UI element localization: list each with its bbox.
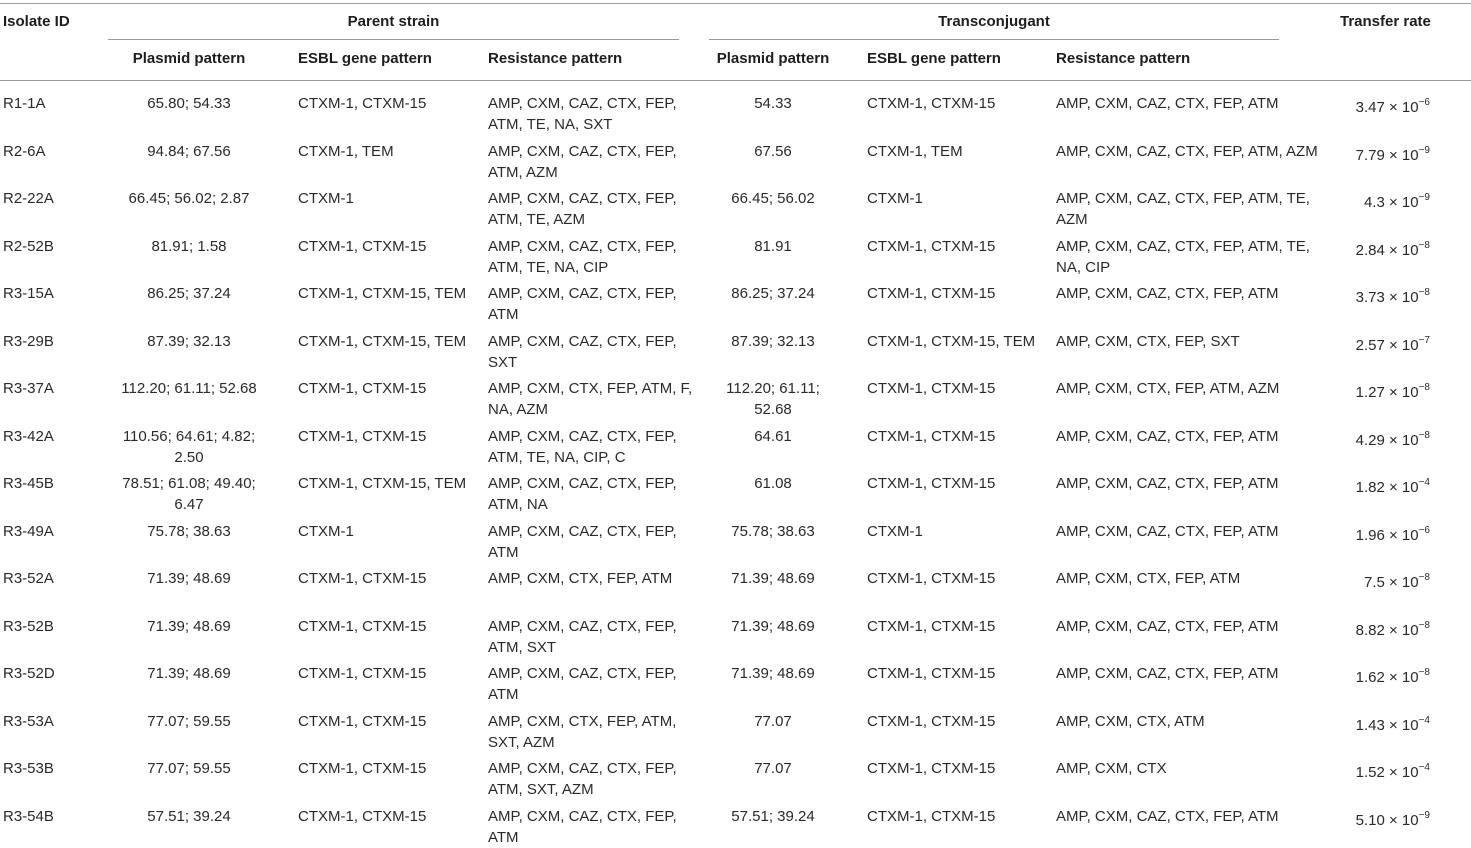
- trans-resistance-pattern-cell: AMP, CXM, CTX, FEP, SXT: [1056, 332, 1240, 350]
- trans-esbl-gene-pattern-cell: CTXM-1, CTXM-15, TEM: [867, 332, 1036, 350]
- transfer-rate-base: 2.57 × 10: [1355, 336, 1419, 354]
- trans-resistance-pattern-cell: AMP, CXM, CAZ, CTX, FEP, ATM, TE, NA, CIP: [1056, 237, 1310, 276]
- trans-esbl-gene-pattern-cell: CTXM-1, CTXM-15: [867, 285, 996, 302]
- trans-esbl-gene-pattern-cell: CTXM-1, CTXM-15: [867, 712, 996, 730]
- isolate-id-cell: R3-49A: [3, 522, 54, 540]
- parent-esbl-gene-pattern-cell: CTXM-1, CTXM-15: [298, 237, 427, 255]
- header-transconjugant: Transconjugant: [938, 13, 1050, 30]
- parent-plasmid-pattern-cell: 81.91; 1.58: [151, 237, 227, 255]
- trans-plasmid-pattern-cell: 71.39; 48.69: [731, 617, 815, 635]
- isolate-id-cell: R3-42A: [3, 427, 54, 445]
- transfer-rate-base: 4.3 × 10: [1363, 194, 1419, 211]
- transfer-rate-base: 7.79 × 10: [1355, 146, 1419, 164]
- isolate-id-cell: R2-52B: [3, 237, 54, 255]
- parent-plasmid-pattern-cell: 75.78; 38.63: [147, 522, 231, 540]
- trans-plasmid-pattern-cell: 71.39; 48.69: [731, 665, 815, 682]
- trans-plasmid-pattern-cell: 112.20; 61.11; 52.68: [726, 380, 820, 418]
- header-bottom-rule: [0, 80, 1471, 81]
- header-parent-resistance-pattern: Resistance pattern: [488, 50, 623, 67]
- transfer-rate-base: 3.73 × 10: [1355, 289, 1419, 306]
- parent-resistance-pattern-cell: AMP, CXM, CAZ, CTX, FEP, ATM: [488, 522, 677, 561]
- transfer-rate-exponent: −8: [1418, 619, 1430, 631]
- trans-plasmid-pattern-cell: 54.33: [754, 95, 792, 112]
- isolate-id-cell: R1-1A: [3, 95, 46, 112]
- transfer-rate-exponent: −6: [1418, 97, 1430, 108]
- trans-resistance-pattern-cell: AMP, CXM, CAZ, CTX, FEP, ATM, TE, AZM: [1056, 190, 1310, 228]
- trans-resistance-pattern-cell: AMP, CXM, CTX, ATM: [1056, 712, 1205, 730]
- transfer-rate-base: 8.82 × 10: [1355, 621, 1419, 639]
- trans-esbl-gene-pattern-cell: CTXM-1, CTXM-15: [867, 665, 996, 682]
- trans-resistance-pattern-cell: AMP, CXM, CAZ, CTX, FEP, ATM: [1056, 475, 1279, 492]
- trans-esbl-gene-pattern-cell: CTXM-1, CTXM-15: [867, 475, 996, 492]
- trans-esbl-gene-pattern-cell: CTXM-1, CTXM-15: [867, 95, 996, 112]
- transfer-rate-cell: [1290, 663, 1430, 688]
- parent-resistance-pattern-cell: AMP, CXM, CAZ, CTX, FEP, ATM: [488, 665, 677, 703]
- trans-resistance-pattern-cell: AMP, CXM, CAZ, CTX, FEP, ATM: [1056, 285, 1279, 302]
- transfer-rate-base: 3.47 × 10: [1355, 99, 1419, 116]
- transfer-rate-cell: [1290, 283, 1430, 308]
- header-parent-strain: Parent strain: [347, 13, 440, 30]
- transfer-rate-exponent: −8: [1418, 287, 1430, 298]
- isolate-id-cell: R3-53B: [3, 760, 54, 777]
- parent-esbl-gene-pattern-cell: CTXM-1, CTXM-15: [298, 380, 427, 397]
- trans-resistance-pattern-cell: AMP, CXM, CAZ, CTX, FEP, ATM: [1056, 617, 1279, 635]
- parent-plasmid-pattern-cell: 94.84; 67.56: [147, 142, 231, 160]
- parent-esbl-gene-pattern-cell: CTXM-1, CTXM-15: [298, 760, 427, 777]
- parent-plasmid-pattern-cell: 71.39; 48.69: [147, 665, 231, 682]
- header-parent-esbl-gene-pattern: ESBL gene pattern: [298, 50, 432, 67]
- trans-plasmid-pattern-cell: 64.61: [754, 427, 792, 445]
- parent-plasmid-pattern-cell: 86.25; 37.24: [147, 285, 231, 302]
- transfer-rate-cell: [1290, 711, 1430, 736]
- parent-resistance-pattern-cell: AMP, CXM, CAZ, CTX, FEP, ATM, TE, NA, SXT: [488, 95, 677, 133]
- transfer-rate-cell: [1290, 473, 1430, 498]
- parent-esbl-gene-pattern-cell: CTXM-1, CTXM-15, TEM: [298, 285, 467, 302]
- trans-resistance-pattern-cell: AMP, CXM, CTX, FEP, ATM: [1056, 570, 1241, 587]
- trans-resistance-pattern-cell: AMP, CXM, CAZ, CTX, FEP, ATM: [1056, 665, 1279, 682]
- trans-esbl-gene-pattern-cell: CTXM-1, CTXM-15: [867, 427, 996, 445]
- parent-resistance-pattern-cell: AMP, CXM, CAZ, CTX, FEP, ATM, AZM: [488, 142, 677, 181]
- transfer-rate-exponent: −6: [1418, 524, 1430, 536]
- trans-resistance-pattern-cell: AMP, CXM, CAZ, CTX, FEP, ATM: [1056, 807, 1279, 825]
- parent-esbl-gene-pattern-cell: CTXM-1, CTXM-15: [298, 95, 427, 112]
- transfer-rate-exponent: −4: [1418, 714, 1430, 726]
- parent-plasmid-pattern-cell: 77.07; 59.55: [147, 760, 231, 777]
- parent-plasmid-pattern-cell: 77.07; 59.55: [147, 712, 231, 730]
- transfer-rate-exponent: −4: [1418, 477, 1430, 488]
- transfer-rate-base: 4.29 × 10: [1355, 431, 1419, 449]
- trans-esbl-gene-pattern-cell: CTXM-1: [867, 522, 923, 540]
- isolate-id-cell: R2-6A: [3, 142, 46, 160]
- parent-plasmid-pattern-cell: 71.39; 48.69: [147, 617, 231, 635]
- trans-resistance-pattern-cell: AMP, CXM, CAZ, CTX, FEP, ATM: [1056, 95, 1279, 112]
- top-rule: [0, 3, 1471, 4]
- parent-plasmid-pattern-cell: 71.39; 48.69: [147, 570, 231, 587]
- transfer-rate-base: 2.84 × 10: [1355, 241, 1419, 259]
- header-isolate-id: Isolate ID: [3, 13, 70, 30]
- transconjugant-rule: [709, 39, 1279, 40]
- transfer-rate-cell: [1290, 758, 1430, 783]
- parent-resistance-pattern-cell: AMP, CXM, CAZ, CTX, FEP, ATM: [488, 285, 677, 323]
- isolate-id-cell: R3-52D: [3, 665, 55, 682]
- transfer-rate-exponent: −4: [1418, 762, 1430, 773]
- transfer-rate-exponent: −7: [1418, 334, 1430, 346]
- parent-plasmid-pattern-cell: 87.39; 32.13: [147, 332, 231, 350]
- transfer-rate-exponent: −9: [1418, 192, 1430, 203]
- trans-resistance-pattern-cell: AMP, CXM, CTX: [1056, 760, 1167, 777]
- trans-esbl-gene-pattern-cell: CTXM-1, CTXM-15: [867, 760, 996, 777]
- transfer-rate-base: 1.82 × 10: [1355, 479, 1419, 496]
- parent-esbl-gene-pattern-cell: CTXM-1: [298, 190, 354, 207]
- transfer-rate-base: 1.27 × 10: [1355, 384, 1419, 401]
- parent-plasmid-pattern-cell: 78.51; 61.08; 49.40; 6.47: [122, 475, 256, 513]
- transfer-rate-exponent: −8: [1418, 572, 1430, 583]
- isolate-id-cell: R3-15A: [3, 285, 54, 302]
- parent-resistance-pattern-cell: AMP, CXM, CTX, FEP, ATM, SXT, AZM: [488, 712, 677, 751]
- isolate-id-cell: R3-53A: [3, 712, 54, 730]
- trans-plasmid-pattern-cell: 57.51; 39.24: [731, 807, 815, 825]
- trans-esbl-gene-pattern-cell: CTXM-1, TEM: [867, 142, 963, 160]
- transfer-rate-base: 7.5 × 10: [1363, 574, 1419, 591]
- isolate-id-cell: R3-54B: [3, 807, 54, 825]
- trans-plasmid-pattern-cell: 87.39; 32.13: [731, 332, 815, 350]
- transfer-rate-exponent: −9: [1418, 144, 1430, 156]
- parent-esbl-gene-pattern-cell: CTXM-1, CTXM-15: [298, 570, 427, 587]
- parent-resistance-pattern-cell: AMP, CXM, CTX, FEP, ATM: [488, 570, 673, 587]
- trans-resistance-pattern-cell: AMP, CXM, CTX, FEP, ATM, AZM: [1056, 380, 1280, 397]
- transfer-rate-cell: [1290, 236, 1430, 261]
- parent-resistance-pattern-cell: AMP, CXM, CAZ, CTX, FEP, ATM, TE, NA, CIP: [488, 237, 677, 276]
- transfer-rate-cell: [1290, 93, 1430, 118]
- transfer-rate-cell: [1290, 806, 1430, 831]
- transfer-rate-cell: [1290, 568, 1430, 593]
- parent-resistance-pattern-cell: AMP, CXM, CAZ, CTX, FEP, ATM, TE, AZM: [488, 190, 677, 228]
- parent-plasmid-pattern-cell: 57.51; 39.24: [147, 807, 231, 825]
- trans-resistance-pattern-cell: AMP, CXM, CAZ, CTX, FEP, ATM: [1056, 427, 1279, 445]
- parent-esbl-gene-pattern-cell: CTXM-1, CTXM-15: [298, 427, 427, 445]
- trans-plasmid-pattern-cell: 86.25; 37.24: [731, 285, 815, 302]
- transfer-rate-cell: [1290, 378, 1430, 403]
- parent-esbl-gene-pattern-cell: CTXM-1, TEM: [298, 142, 394, 160]
- header-trans-plasmid-pattern: Plasmid pattern: [716, 50, 830, 67]
- parent-esbl-gene-pattern-cell: CTXM-1, CTXM-15: [298, 617, 427, 635]
- transfer-rate-exponent: −9: [1418, 809, 1430, 821]
- transfer-rate-exponent: −8: [1418, 239, 1430, 251]
- transfer-rate-cell: [1290, 521, 1430, 546]
- transfer-rate-base: 1.43 × 10: [1355, 716, 1419, 734]
- trans-plasmid-pattern-cell: 77.07: [754, 760, 792, 777]
- trans-esbl-gene-pattern-cell: CTXM-1, CTXM-15: [867, 237, 996, 255]
- transfer-rate-base: 5.10 × 10: [1355, 811, 1419, 829]
- parent-resistance-pattern-cell: AMP, CXM, CAZ, CTX, FEP, ATM: [488, 807, 677, 846]
- transfer-rate-cell: [1290, 331, 1430, 356]
- parent-resistance-pattern-cell: AMP, CXM, CAZ, CTX, FEP, ATM, SXT, AZM: [488, 760, 677, 798]
- trans-resistance-pattern-cell: AMP, CXM, CAZ, CTX, FEP, ATM, AZM: [1056, 142, 1318, 160]
- isolate-id-cell: R2-22A: [3, 190, 54, 207]
- trans-esbl-gene-pattern-cell: CTXM-1, CTXM-15: [867, 617, 996, 635]
- parent-esbl-gene-pattern-cell: CTXM-1, CTXM-15: [298, 807, 427, 825]
- parent-plasmid-pattern-cell: 66.45; 56.02; 2.87: [128, 190, 250, 207]
- transfer-rate-base: 1.96 × 10: [1355, 526, 1419, 544]
- transfer-rate-exponent: −8: [1418, 382, 1430, 393]
- isolate-id-cell: R3-37A: [3, 380, 54, 397]
- transfer-rate-cell: [1290, 616, 1430, 641]
- parent-plasmid-pattern-cell: 65.80; 54.33: [147, 95, 231, 112]
- parent-resistance-pattern-cell: AMP, CXM, CAZ, CTX, FEP, ATM, NA: [488, 475, 677, 513]
- header-parent-plasmid-pattern: Plasmid pattern: [132, 50, 246, 67]
- trans-esbl-gene-pattern-cell: CTXM-1, CTXM-15: [867, 807, 996, 825]
- parent-resistance-pattern-cell: AMP, CXM, CAZ, CTX, FEP, SXT: [488, 332, 677, 371]
- trans-plasmid-pattern-cell: 77.07: [754, 712, 792, 730]
- transfer-rate-cell: [1290, 141, 1430, 166]
- parent-strain-rule: [108, 39, 679, 40]
- header-trans-esbl-gene-pattern: ESBL gene pattern: [867, 50, 1001, 67]
- parent-plasmid-pattern-cell: 110.56; 64.61; 4.82; 2.50: [122, 427, 256, 466]
- parent-resistance-pattern-cell: AMP, CXM, CAZ, CTX, FEP, ATM, TE, NA, CIP, C: [488, 427, 677, 466]
- trans-resistance-pattern-cell: AMP, CXM, CAZ, CTX, FEP, ATM: [1056, 522, 1279, 540]
- transfer-rate-base: 1.62 × 10: [1355, 669, 1419, 686]
- header-trans-resistance-pattern: Resistance pattern: [1056, 50, 1191, 67]
- trans-plasmid-pattern-cell: 61.08: [754, 475, 792, 492]
- isolate-id-cell: R3-52A: [3, 570, 54, 587]
- header-transfer-rate: Transfer rate: [1340, 13, 1431, 30]
- parent-resistance-pattern-cell: AMP, CXM, CAZ, CTX, FEP, ATM, SXT: [488, 617, 677, 656]
- parent-esbl-gene-pattern-cell: CTXM-1, CTXM-15, TEM: [298, 332, 467, 350]
- transfer-rate-exponent: −8: [1418, 667, 1430, 678]
- parent-resistance-pattern-cell: AMP, CXM, CTX, FEP, ATM, F, NA, AZM: [488, 380, 693, 418]
- trans-plasmid-pattern-cell: 67.56: [754, 142, 792, 160]
- isolate-id-cell: R3-45B: [3, 475, 54, 492]
- transfer-rate-cell: [1290, 188, 1430, 213]
- trans-plasmid-pattern-cell: 71.39; 48.69: [731, 570, 815, 587]
- parent-esbl-gene-pattern-cell: CTXM-1: [298, 522, 354, 540]
- trans-plasmid-pattern-cell: 75.78; 38.63: [731, 522, 815, 540]
- trans-plasmid-pattern-cell: 66.45; 56.02: [731, 190, 815, 207]
- trans-plasmid-pattern-cell: 81.91: [754, 237, 792, 255]
- isolate-id-cell: R3-52B: [3, 617, 54, 635]
- parent-plasmid-pattern-cell: 112.20; 61.11; 52.68: [121, 380, 257, 397]
- transfer-rate-exponent: −8: [1418, 429, 1430, 441]
- parent-esbl-gene-pattern-cell: CTXM-1, CTXM-15: [298, 665, 427, 682]
- transfer-rate-cell: [1290, 426, 1430, 451]
- trans-esbl-gene-pattern-cell: CTXM-1, CTXM-15: [867, 570, 996, 587]
- transfer-rate-base: 1.52 × 10: [1355, 764, 1419, 781]
- parent-esbl-gene-pattern-cell: CTXM-1, CTXM-15: [298, 712, 427, 730]
- isolate-id-cell: R3-29B: [3, 332, 54, 350]
- trans-esbl-gene-pattern-cell: CTXM-1, CTXM-15: [867, 380, 996, 397]
- trans-esbl-gene-pattern-cell: CTXM-1: [867, 190, 923, 207]
- parent-esbl-gene-pattern-cell: CTXM-1, CTXM-15, TEM: [298, 475, 467, 492]
